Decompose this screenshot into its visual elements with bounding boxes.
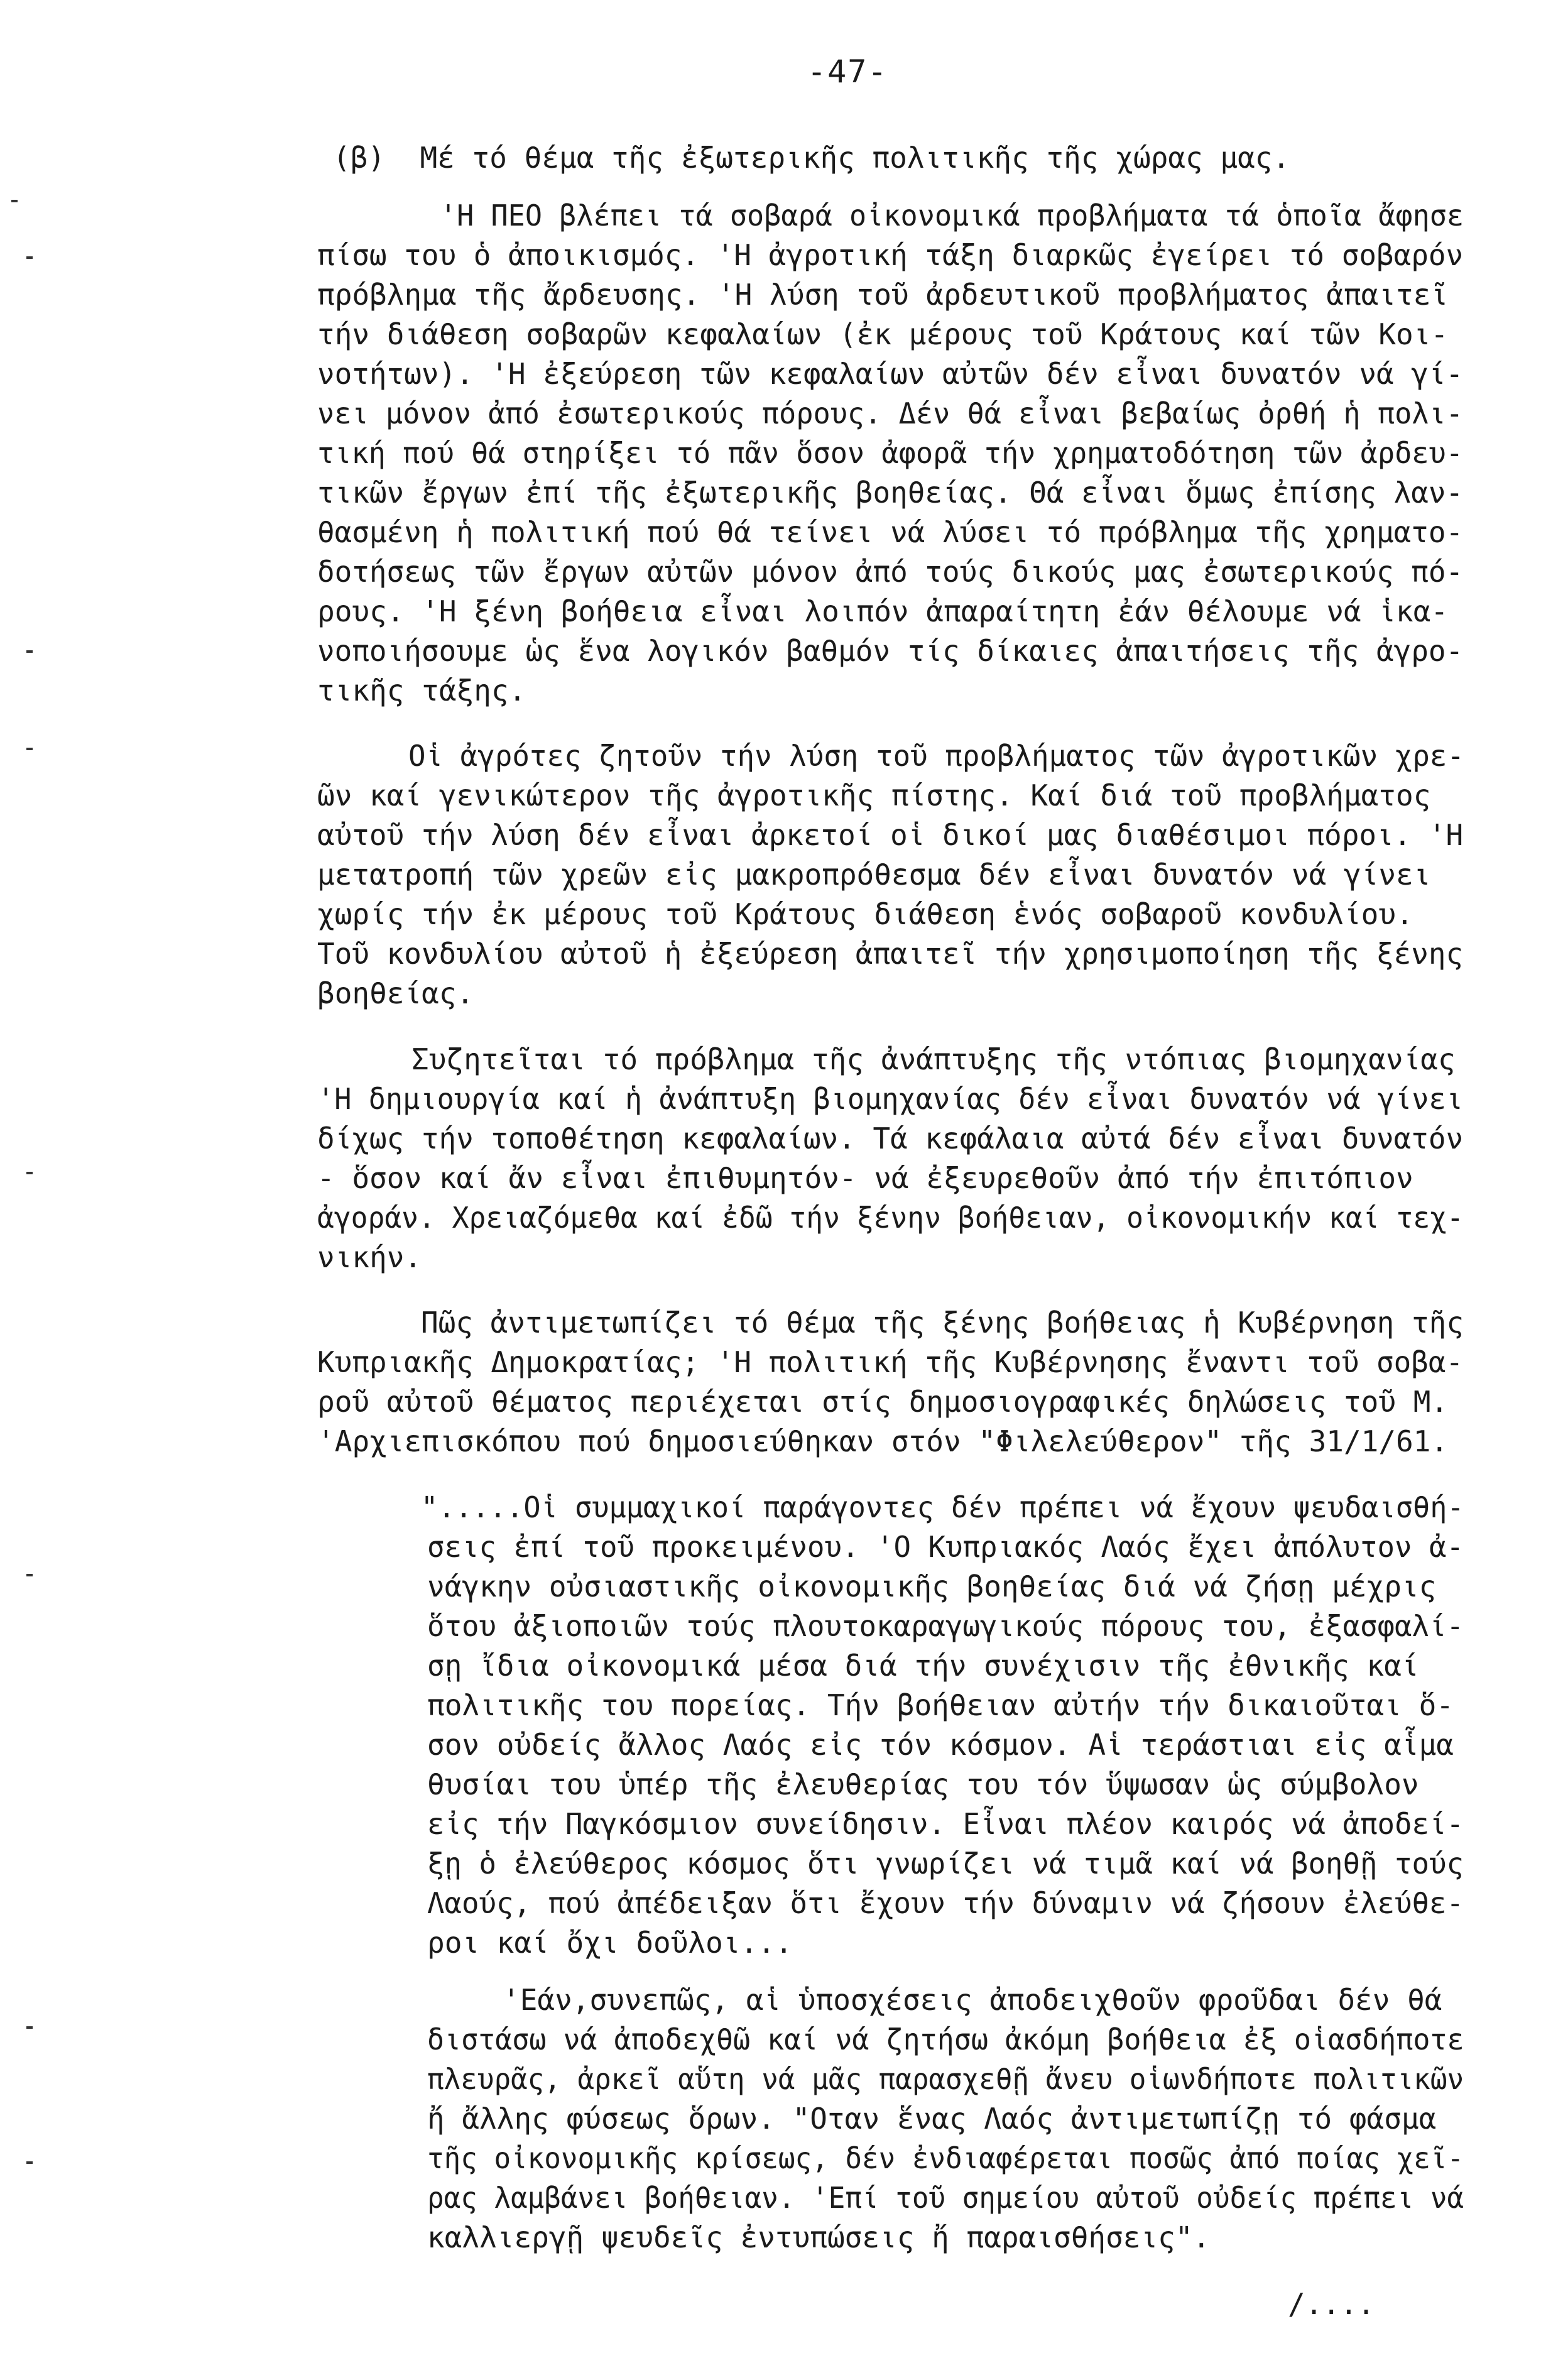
text-line: ".....Οἱ συμμαχικοί παράγοντες δέν πρέπει νά ἔχουν ψευδαισθή- bbox=[421, 1490, 1464, 1524]
section-heading: (β) Μέ τό θέμα τῆς ἐξωτερικῆς πολιτικῆς τῆς χώρας μας. bbox=[333, 141, 1290, 175]
text-line: νάγκην οὐσιαστικῆς οἰκονομικῆς βοηθείας διά νά ζήσῃ μέχρις bbox=[427, 1569, 1437, 1603]
text-line: Οἱ ἀγρότες ζητοῦν τήν λύση τοῦ προβλήματος τῶν ἀγροτικῶν χρε- bbox=[408, 739, 1464, 773]
text-line: 'Η ΠΕΟ βλέπει τά σοβαρά οἰκονομικά προβλήματα τά ὁποῖα ἄφησε bbox=[440, 199, 1464, 232]
text-line: ρας λαμβάνει βοήθειαν. 'Επί τοῦ σημείου αὐτοῦ οὐδείς πρέπει νά bbox=[427, 2181, 1464, 2215]
text-line: πολιτικῆς του πορείας. Τήν βοήθειαν αὐτήν τήν δικαιοῦται ὅ- bbox=[427, 1688, 1454, 1722]
text-line: Λαούς, πού ἀπέδειξαν ὅτι ἔχουν τήν δύναμιν νά ζήσουν ἐλεύθε- bbox=[427, 1886, 1464, 1920]
text-line: τικῆς τάξης. bbox=[317, 674, 526, 707]
text-line: μετατροπή τῶν χρεῶν εἰς μακροπρόθεσμα δέν εἶναι δυνατόν νά γίνει bbox=[317, 858, 1431, 892]
text-line: βοηθείας. bbox=[317, 976, 474, 1010]
text-line: νει μόνον ἀπό ἐσωτερικούς πόρους. Δέν θά εἶναι βεβαίως ὀρθή ἡ πολι- bbox=[317, 396, 1463, 430]
text-line: ἀγοράν. Χρειαζόμεθα καί ἐδῶ τήν ξένην βοήθειαν, οἰκονομικήν καί τεχ- bbox=[317, 1201, 1464, 1235]
text-line: σῃ ἴδια οἰκονομικά μέσα διά τήν συνέχισιν τῆς ἐθνικῆς καί bbox=[427, 1649, 1419, 1683]
text-line: χωρίς τήν ἐκ μέρους τοῦ Κράτους διάθεση ἑνός σοβαροῦ κονδυλίου. bbox=[317, 897, 1413, 931]
margin-mark bbox=[26, 748, 33, 750]
text-line: 'Αρχιεπισκόπου πού δημοσιεύθηκαν στόν "Φιλελεύθερον" τῆς 31/1/61. bbox=[317, 1424, 1449, 1458]
text-line: δοτήσεως τῶν ἔργων αὐτῶν μόνον ἀπό τούς δικούς μας ἐσωτερικούς πό- bbox=[317, 555, 1464, 589]
margin-mark bbox=[26, 256, 33, 259]
text-line: - ὅσον καί ἄν εἶναι ἐπιθυμητόν- νά ἐξευρεθοῦν ἀπό τήν ἐπιτόπιον bbox=[317, 1161, 1413, 1195]
text-line: νικήν. bbox=[317, 1240, 422, 1274]
text-line: αὐτοῦ τήν λύση δέν εἶναι ἀρκετοί οἱ δικοί μας διαθέσιμοι πόροι. 'Η bbox=[317, 818, 1464, 852]
text-line: ρους. 'Η ξένη βοήθεια εἶναι λοιπόν ἀπαραίτητη ἐάν θέλουμε νά ἱκα- bbox=[317, 594, 1449, 628]
margin-mark bbox=[26, 2161, 33, 2164]
text-line: Συζητεῖται τό πρόβλημα τῆς ἀνάπτυξης τῆς ντόπιας βιομηχανίας bbox=[411, 1042, 1456, 1076]
text-line: σον οὐδείς ἄλλος Λαός εἰς τόν κόσμον. Αἱ τεράστιαι εἰς αἷμα bbox=[427, 1728, 1454, 1762]
text-line: ροῦ αὐτοῦ θέματος περιέχεται στίς δημοσιογραφικές δηλώσεις τοῦ Μ. bbox=[317, 1385, 1449, 1419]
text-line: διστάσω νά ἀποδεχθῶ καί νά ζητήσω ἀκόμη βοήθεια ἐξ οἱασδήποτε bbox=[427, 2022, 1464, 2056]
page-number: -47- bbox=[807, 53, 888, 90]
text-line: Πῶς ἀντιμετωπίζει τό θέμα τῆς ξένης βοήθειας ἡ Κυβέρνηση τῆς bbox=[421, 1306, 1464, 1340]
continuation-mark: /.... bbox=[1288, 2287, 1375, 2321]
text-line: τικῶν ἔργων ἐπί τῆς ἐξωτερικῆς βοηθείας. Θά εἶναι ὅμως ἐπίσης λαν- bbox=[317, 476, 1464, 510]
text-line: 'Η δημιουργία καί ἡ ἀνάπτυξη βιομηχανίας δέν εἶναι δυνατόν νά γίνει bbox=[317, 1082, 1463, 1116]
margin-mark bbox=[26, 1574, 33, 1576]
text-line: νοτήτων). 'Η ἐξεύρεση τῶν κεφαλαίων αὐτῶν δέν εἶναι δυνατόν νά γί- bbox=[317, 357, 1464, 391]
text-line: τήν διάθεση σοβαρῶν κεφαλαίων (ἐκ μέρους τοῦ Κράτους καί τῶν Κοι- bbox=[317, 317, 1449, 351]
text-line: Κυπριακῆς Δημοκρατίας; 'Η πολιτική τῆς Κυβέρνησης ἔναντι τοῦ σοβα- bbox=[317, 1345, 1464, 1379]
text-line: ἤ ἄλλης φύσεως ὅρων. "Οταν ἕνας Λαός ἀντιμετωπίζῃ τό φάσμα bbox=[427, 2102, 1437, 2136]
text-line: εἰς τήν Παγκόσμιον συνείδησιν. Εἶναι πλέον καιρός νά ἀποδεί- bbox=[427, 1807, 1464, 1841]
text-line: θυσίαι του ὑπέρ τῆς ἐλευθερίας του τόν ὕψωσαν ὡς σύμβολον bbox=[427, 1767, 1419, 1801]
text-line: πρόβλημα τῆς ἄρδευσης. 'Η λύση τοῦ ἀρδευτικοῦ προβλήματος ἀπαιτεῖ bbox=[317, 278, 1449, 312]
margin-mark bbox=[26, 2026, 33, 2029]
text-line: ὅτου ἀξιοποιῶν τούς πλουτοκαραγωγικούς πόρους του, ἐξασφαλί- bbox=[427, 1609, 1464, 1643]
text-line: ξῃ ὁ ἐλεύθερος κόσμος ὅτι γνωρίζει νά τιμᾶ καί νά βοηθῇ τούς bbox=[427, 1847, 1464, 1881]
text-line: Τοῦ κονδυλίου αὐτοῦ ἡ ἐξεύρεση ἀπαιτεῖ τήν χρησιμοποίηση τῆς ξένης bbox=[317, 937, 1464, 971]
text-line: τική πού θά στηρίξει τό πᾶν ὅσον ἀφορᾶ τήν χρηματοδότηση τῶν ἀρδευ- bbox=[317, 436, 1463, 470]
text-line: πίσω του ὁ ἀποικισμός. 'Η ἀγροτική τάξη διαρκῶς ἐγείρει τό σοβαρόν bbox=[317, 238, 1464, 272]
text-line: ροι καί ὄχι δοῦλοι... bbox=[427, 1926, 793, 1960]
text-line: καλλιεργῇ ψευδεῖς ἐντυπώσεις ἤ παραισθήσεις". bbox=[427, 2220, 1211, 2254]
margin-mark bbox=[11, 200, 18, 202]
margin-mark bbox=[26, 1172, 33, 1174]
margin-mark bbox=[26, 650, 33, 653]
text-line: ῶν καί γενικώτερον τῆς ἀγροτικῆς πίστης. Καί διά τοῦ προβλήματος bbox=[317, 778, 1431, 812]
text-line: 'Εάν,συνεπῶς, αἱ ὑποσχέσεις ἀποδειχθοῦν φροῦδαι δέν θά bbox=[503, 1983, 1442, 2017]
text-line: νοποιήσουμε ὡς ἕνα λογικόν βαθμόν τίς δίκαιες ἀπαιτήσεις τῆς ἀγρο- bbox=[317, 634, 1464, 668]
text-line: δίχως τήν τοποθέτηση κεφαλαίων. Τά κεφάλαια αὐτά δέν εἶναι δυνατόν bbox=[317, 1122, 1464, 1155]
text-line: θασμένη ἡ πολιτική πού θά τείνει νά λύσει τό πρόβλημα τῆς χρηματο- bbox=[317, 515, 1464, 549]
text-line: πλευρᾶς, ἀρκεῖ αὕτη νά μᾶς παρασχεθῇ ἄνευ οἱωνδήποτε πολιτικῶν bbox=[427, 2062, 1464, 2096]
text-line: σεις ἐπί τοῦ προκειμένου. 'Ο Κυπριακός Λαός ἔχει ἀπόλυτον ἀ- bbox=[427, 1530, 1464, 1564]
text-line: τῆς οἰκονομικῆς κρίσεως, δέν ἐνδιαφέρεται ποσῶς ἀπό ποίας χεῖ- bbox=[427, 2141, 1464, 2175]
